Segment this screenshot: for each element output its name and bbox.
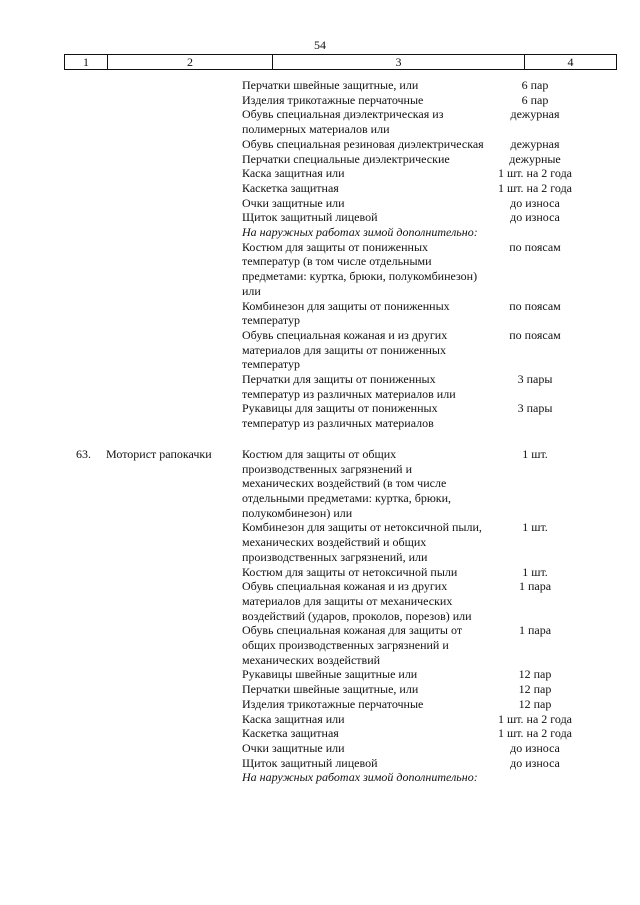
- table-row: [0, 152, 640, 167]
- profession-cell: [106, 741, 242, 756]
- profession-cell: [106, 712, 242, 727]
- profession-cell: [106, 667, 242, 682]
- row-number-cell: [0, 741, 106, 756]
- profession-cell: [106, 78, 242, 93]
- item-cell: Обувь специальная резиновая диэлектрическая: [242, 136, 484, 151]
- item-cell: Комбинезон для защиты от пониженных температур: [242, 298, 450, 328]
- column-header-1: 1: [65, 55, 108, 70]
- profession-cell: [106, 166, 242, 181]
- norm-cell: 1 пара: [518, 579, 552, 594]
- norm-cell: 12 пар: [518, 667, 552, 682]
- norm-cell: 6 пар: [521, 78, 549, 92]
- profession-cell: [106, 401, 242, 430]
- profession-cell: [106, 682, 242, 697]
- profession-cell: [106, 93, 242, 108]
- profession-cell: [106, 137, 242, 152]
- table-row: [0, 196, 640, 211]
- item-cell: Каска защитная или: [242, 166, 345, 181]
- column-header-row: [65, 55, 617, 70]
- item-cell: На наружных работах зимой дополнительно:: [242, 770, 478, 785]
- row-number-cell: [0, 240, 106, 299]
- item-cell: Рукавицы для защиты от пониженных температур из различных материалов: [242, 401, 438, 431]
- profession-cell: [106, 520, 242, 564]
- norm-cell: до износа: [510, 740, 560, 755]
- item-cell: Перчатки швейные защитные, или: [242, 78, 419, 92]
- column-header-3: 3: [273, 55, 525, 70]
- norm-cell: 1 шт.: [522, 520, 548, 535]
- row-number-cell: [0, 579, 106, 623]
- norm-cell: по поясам: [509, 298, 561, 313]
- table-row: [0, 756, 640, 771]
- profession-cell: Моторист рапокачки: [106, 446, 212, 461]
- norm-cell: 6 пар: [521, 92, 549, 107]
- table-row: [0, 107, 640, 136]
- row-number-cell: [0, 756, 106, 771]
- table-row: [0, 225, 640, 240]
- table-row: [0, 623, 640, 667]
- row-number-cell: [0, 137, 106, 152]
- profession-cell: [106, 181, 242, 196]
- item-cell: Обувь специальная диэлектрическая из полимерных материалов или: [242, 107, 444, 137]
- profession-cell: [106, 579, 242, 623]
- norm-cell: 1 шт. на 2 года: [497, 711, 573, 726]
- table-row: [0, 372, 640, 401]
- row-number-cell: [0, 196, 106, 211]
- row-number-cell: [0, 697, 106, 712]
- row-number-cell: [0, 93, 106, 108]
- row-number-cell: 63.: [76, 446, 91, 461]
- page-number: 54: [314, 38, 326, 52]
- table-row: [0, 520, 640, 564]
- item-cell: Обувь специальная кожаная для защиты от общих производственных загрязнений и механических воздействий: [242, 623, 463, 667]
- table-row: [0, 565, 640, 580]
- column-header-table: [64, 54, 617, 70]
- item-cell: Щиток защитный лицевой: [242, 755, 378, 770]
- row-number-cell: [0, 181, 106, 196]
- profession-cell: [106, 623, 242, 667]
- row-number-cell: [0, 565, 106, 580]
- item-cell: Очки защитные или: [242, 740, 345, 755]
- row-number-cell: [0, 726, 106, 741]
- table-row: [0, 181, 640, 196]
- table-row: [0, 712, 640, 727]
- norm-cell: 3 пары: [517, 372, 553, 387]
- item-cell: Перчатки швейные защитные, или: [242, 682, 419, 697]
- norm-cell: дежурная: [510, 136, 560, 151]
- item-cell: Изделия трикотажные перчаточные: [242, 92, 424, 107]
- norm-cell: 1 шт.: [522, 564, 548, 579]
- profession-cell: [106, 196, 242, 211]
- row-number-cell: [0, 152, 106, 167]
- row-number-cell: [0, 667, 106, 682]
- profession-cell: [106, 299, 242, 328]
- table-row: [0, 682, 640, 697]
- norm-cell: дежурная: [510, 107, 560, 122]
- table-row: [0, 667, 640, 682]
- row-number-cell: [0, 225, 106, 240]
- row-number-cell: [0, 328, 106, 372]
- table-row: [0, 401, 640, 430]
- profession-cell: [106, 210, 242, 225]
- profession-cell: [106, 756, 242, 771]
- table-row: [0, 210, 640, 225]
- table-row: [0, 78, 640, 93]
- row-number-cell: [0, 401, 106, 430]
- norm-cell: до износа: [510, 195, 560, 210]
- norm-cell: 3 пары: [517, 401, 553, 416]
- profession-cell: [106, 770, 242, 785]
- norm-cell: [485, 770, 585, 785]
- table-row: [0, 93, 640, 108]
- table-row: [0, 770, 640, 785]
- item-cell: Каскетка защитная: [242, 180, 339, 195]
- norm-cell: [485, 225, 585, 240]
- profession-cell: [106, 565, 242, 580]
- item-cell: Очки защитные или: [242, 195, 345, 210]
- row-number-cell: [0, 372, 106, 401]
- item-cell: Изделия трикотажные перчаточные: [242, 696, 424, 711]
- item-cell: Каска защитная или: [242, 711, 345, 726]
- norm-cell: до износа: [510, 210, 560, 225]
- item-cell: Комбинезон для защиты от нетоксичной пыли, механических воздействий и общих производственных загрязнений, или: [242, 520, 482, 564]
- norm-cell: 1 шт.: [522, 446, 548, 461]
- norm-cell: по поясам: [509, 327, 561, 342]
- row-number-cell: [0, 166, 106, 181]
- item-cell: Костюм для защиты от общих производственных загрязнений и механических воздействий (в том числе отдельными предметами: куртка, брюки, полукомбинезон) или: [242, 446, 452, 520]
- table-row: [0, 741, 640, 756]
- profession-cell: [106, 697, 242, 712]
- item-cell: Рукавицы швейные защитные или: [242, 667, 418, 682]
- item-cell: На наружных работах зимой дополнительно:: [242, 225, 478, 240]
- item-cell: Каскетка защитная: [242, 726, 339, 741]
- norm-cell: 1 шт. на 2 года: [497, 166, 573, 181]
- item-cell: Перчатки для защиты от пониженных температур из различных материалов или: [242, 372, 456, 401]
- column-header-4: 4: [525, 55, 617, 70]
- row-number-cell: [0, 520, 106, 564]
- row-number-cell: [0, 623, 106, 667]
- profession-cell: [106, 328, 242, 372]
- table-row: [0, 166, 640, 181]
- item-cell: Обувь специальная кожаная и из других материалов для защиты от механических воздействий (ударов, проколов, порезов) или: [242, 579, 472, 623]
- norm-cell: 12 пар: [518, 696, 552, 711]
- norm-cell: 1 пара: [518, 623, 552, 638]
- item-cell: Щиток защитный лицевой: [242, 210, 378, 225]
- table-row: [0, 240, 640, 299]
- row-number-cell: [0, 107, 106, 136]
- profession-cell: [106, 225, 242, 240]
- table-row: [0, 697, 640, 712]
- row-number-cell: [0, 299, 106, 328]
- profession-cell: [106, 152, 242, 167]
- norm-cell: 1 шт. на 2 года: [497, 726, 573, 741]
- norm-cell: до износа: [510, 755, 560, 770]
- row-number-cell: [0, 770, 106, 785]
- table-row: [0, 579, 640, 623]
- row-number-cell: [0, 78, 106, 93]
- column-header-2: 2: [108, 55, 273, 70]
- item-cell: Костюм для защиты от нетоксичной пыли: [242, 564, 458, 579]
- table-row: [0, 137, 640, 152]
- norm-cell: 12 пар: [518, 682, 552, 697]
- norms-table-body: [0, 78, 640, 785]
- profession-cell: [106, 240, 242, 299]
- item-cell: Обувь специальная кожаная и из других материалов для защиты от пониженных температур: [242, 327, 448, 372]
- table-row: [0, 328, 640, 372]
- row-number-cell: [0, 712, 106, 727]
- row-number-cell: [0, 210, 106, 225]
- profession-cell: [106, 107, 242, 136]
- norm-cell: по поясам: [509, 239, 561, 254]
- norm-cell: дежурные: [509, 151, 561, 166]
- item-cell: Костюм для защиты от пониженных температур (в том числе отдельными предметами: куртка, брюки, полукомбинезон) или: [242, 239, 478, 298]
- norm-cell: 1 шт. на 2 года: [497, 180, 573, 195]
- item-cell: Перчатки специальные диэлектрические: [242, 151, 450, 166]
- row-number-cell: [0, 682, 106, 697]
- profession-cell: [106, 372, 242, 401]
- profession-cell: [106, 726, 242, 741]
- table-row: [0, 299, 640, 328]
- table-row: [0, 447, 640, 521]
- table-row: [0, 726, 640, 741]
